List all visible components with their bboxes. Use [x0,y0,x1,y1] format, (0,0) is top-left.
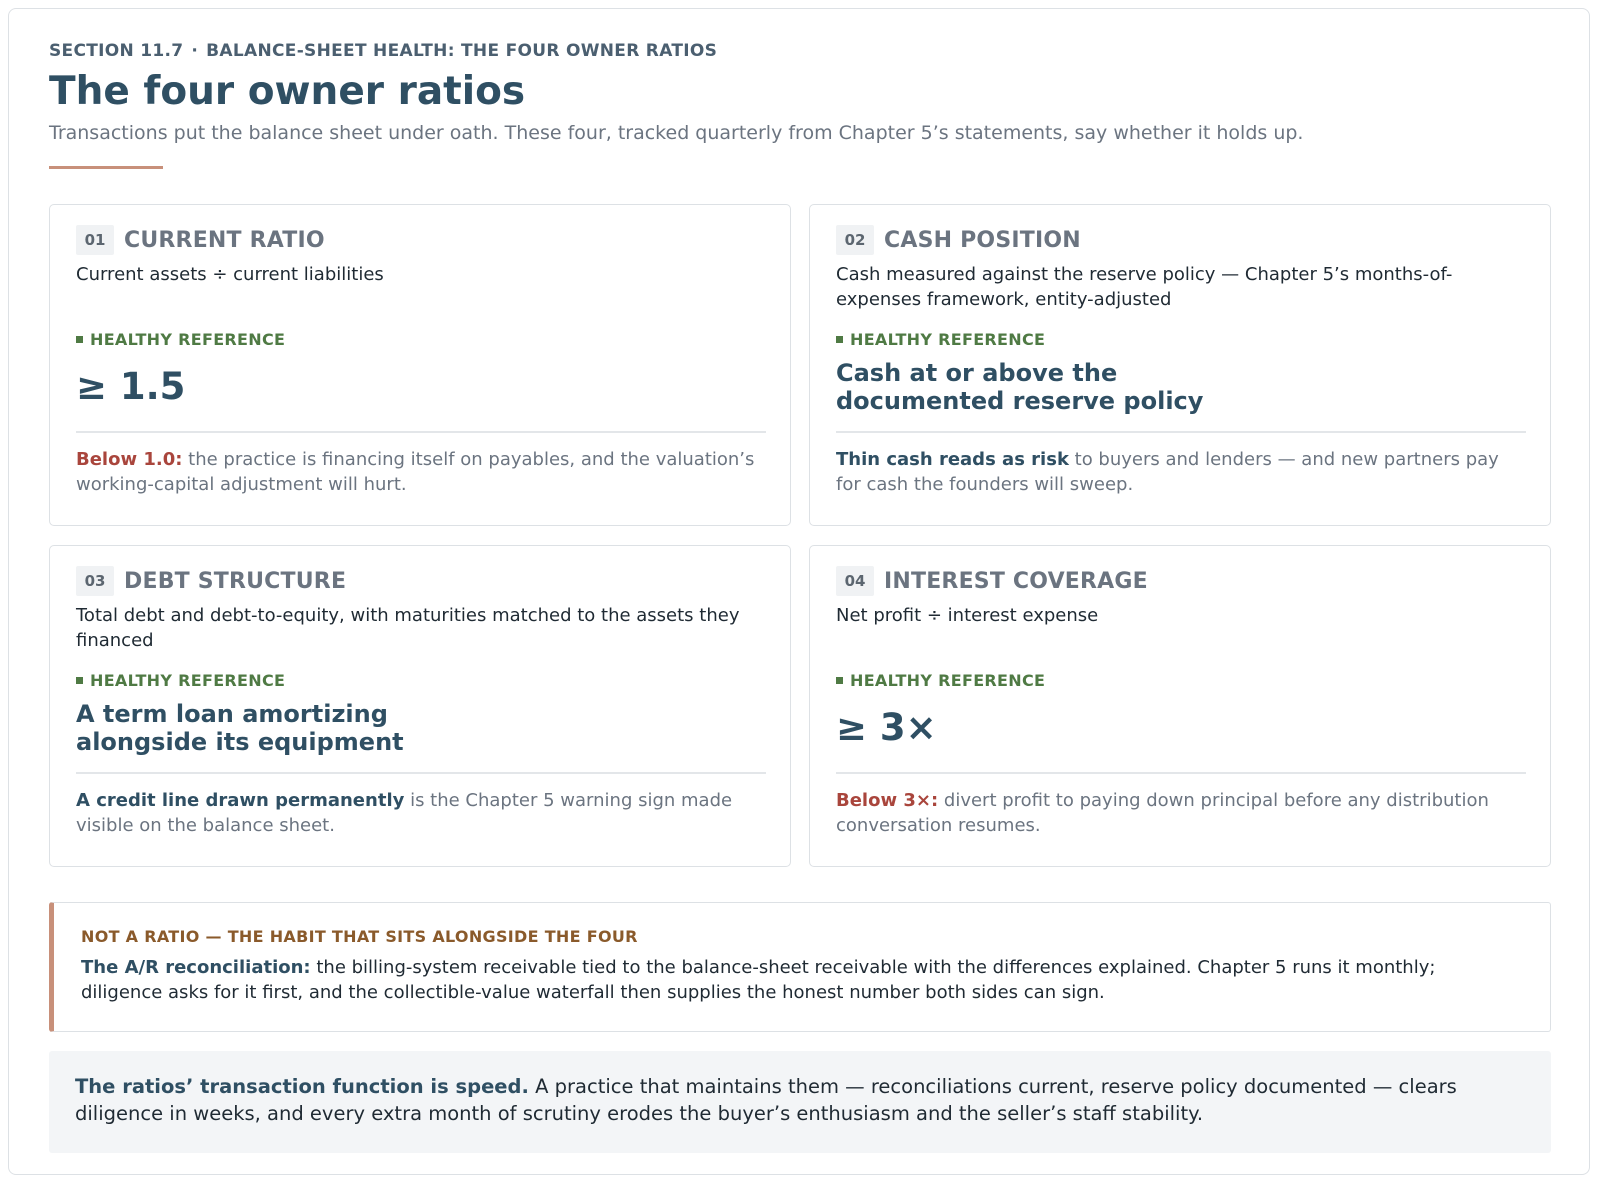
content [49,39,1551,1125]
section-kicker [49,41,1551,65]
habit-text: the billing-system receivable tied to the balance-sheet receivable with the differences explained. Chapter 5 runs it monthly; diligence asks for it first, and the collectible-value waterfall then supplies the honest number both sides can sign. [81,957,1436,1003]
section-title: BALANCE-SHEET HEALTH: THE FOUR OWNER RATIOS [206,41,718,61]
habit-kicker: NOT A RATIO — THE HABIT THAT SITS ALONGSIDE THE FOUR [81,927,638,946]
card-divider [836,431,1526,433]
ratio-card-debt-structure [49,545,791,867]
note-lead: Below 3×: [836,790,939,811]
closing-summary [49,1051,1551,1153]
note-lead: A credit line drawn permanently [76,790,405,811]
note-text: the practice is financing itself on payables, and the valuation’s working-capital adjustment will hurt. [76,449,755,495]
healthy-reference-label: HEALTHY REFERENCE [76,671,285,690]
accent-rule [49,166,163,169]
card-number: 01 [76,225,114,255]
card-head [836,225,1081,255]
card-divider [836,772,1526,774]
card-number: 03 [76,566,114,596]
card-name: DEBT STRUCTURE [124,568,347,594]
card-number: 02 [836,225,874,255]
healthy-reference-value: ≥ 1.5 [76,365,186,408]
card-head [836,566,1148,596]
section-number: SECTION 11.7 [49,41,184,61]
habit-lead: The A/R reconciliation: [81,957,311,978]
note-text: to buyers and lenders — and new partners pay for cash the founders will sweep. [836,449,1499,495]
ratio-card-cash-position [809,204,1551,526]
card-definition: Net profit ÷ interest expense [836,605,1099,626]
healthy-reference-value: Cash at or above the documented reserve policy [836,359,1204,415]
habit-callout [49,902,1551,1032]
closing-text-block [75,1073,1515,1127]
healthy-reference-value: A term loan amortizing alongside its equipment [76,700,404,756]
healthy-reference-label: HEALTHY REFERENCE [76,330,285,349]
healthy-reference-value: ≥ 3× [836,706,937,749]
card-number: 04 [836,566,874,596]
card-name: CURRENT RATIO [124,227,325,253]
habit-body [81,955,1481,1005]
healthy-reference-label: HEALTHY REFERENCE [836,330,1045,349]
closing-text: A practice that maintains them — reconciliations current, reserve policy documented — clears diligence in weeks, and every extra month of scrutiny erodes the buyer’s enthusiasm and the seller’s staff stability. [75,1075,1457,1125]
square-icon [836,677,843,684]
card-name: CASH POSITION [884,227,1081,253]
ratio-card-interest-coverage [809,545,1551,867]
note-text: is the Chapter 5 warning sign made visible on the balance sheet. [76,790,733,836]
card-note [836,447,1526,497]
note-lead: Thin cash reads as risk [836,449,1069,470]
healthy-reference-label: HEALTHY REFERENCE [836,671,1045,690]
card-head [76,225,325,255]
card-divider [76,431,766,433]
card-name: INTEREST COVERAGE [884,568,1148,594]
card-definition: Total debt and debt-to-equity, with maturities matched to the assets they financed [76,605,740,651]
page-frame [8,8,1590,1175]
page-title: The four owner ratios [49,69,526,114]
note-lead: Below 1.0: [76,449,183,470]
card-note [836,788,1526,838]
card-note [76,447,766,497]
card-definition: Cash measured against the reserve policy — Chapter 5’s months-of-expenses framework, entity-adjusted [836,264,1453,310]
card-note [76,788,766,838]
page-subtitle: Transactions put the balance sheet under oath. These four, tracked quarterly from Chapter 5’s statements, say whether it holds up. [49,122,1304,144]
card-divider [76,772,766,774]
kicker-separator: · [191,41,199,61]
ratio-card-current-ratio [49,204,791,526]
card-definition: Current assets ÷ current liabilities [76,264,384,285]
square-icon [76,677,83,684]
square-icon [836,336,843,343]
card-head [76,566,346,596]
closing-lead: The ratios’ transaction function is speed. [75,1075,529,1098]
square-icon [76,336,83,343]
note-text: divert profit to paying down principal before any distribution conversation resumes. [836,790,1489,836]
